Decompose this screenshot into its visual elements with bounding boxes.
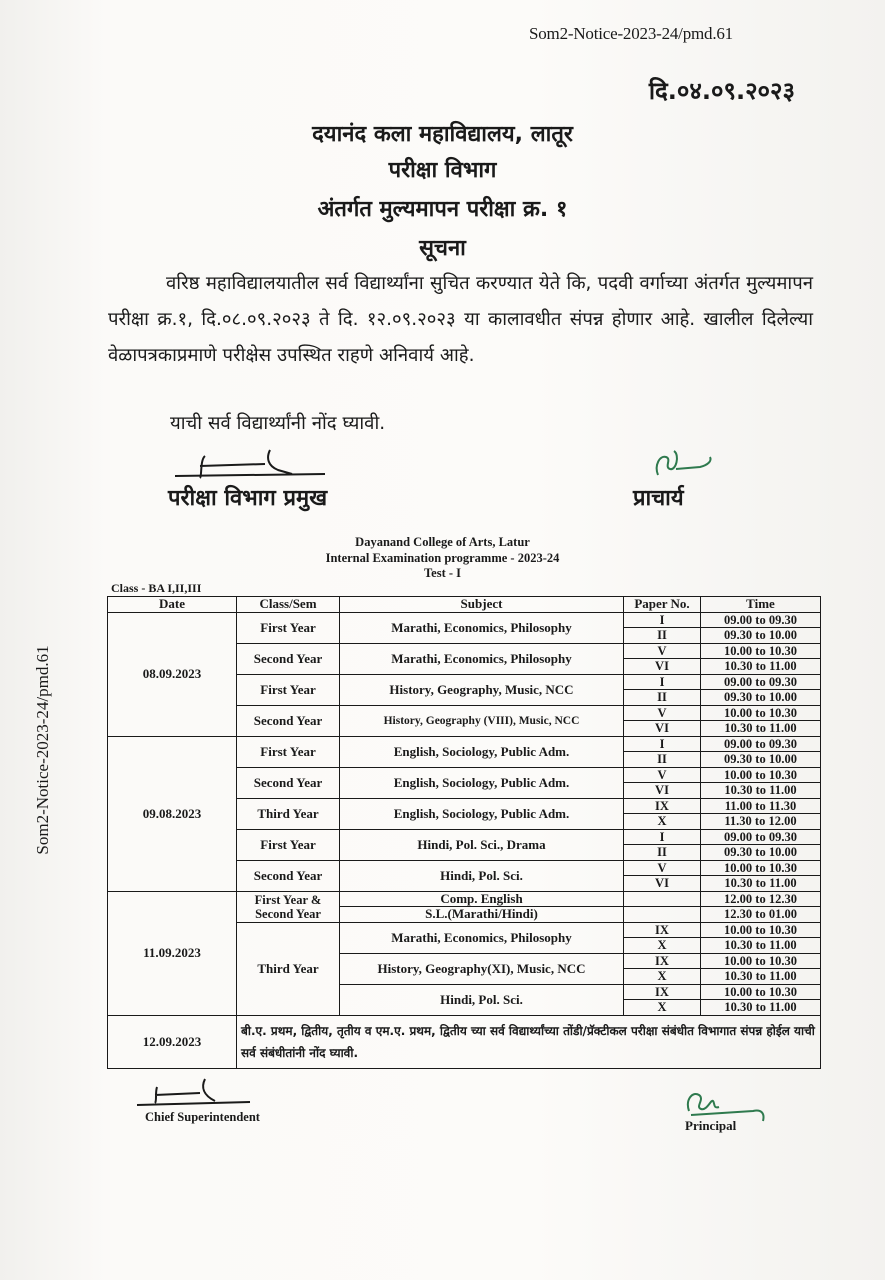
paper-cell: VI [624,721,701,737]
class-cell: First Year [237,612,340,643]
time-cell: 10.00 to 10.30 [701,767,821,783]
paper-cell: V [624,860,701,876]
class-cell: Second Year [237,705,340,736]
principal-label: Principal [685,1118,737,1133]
notice-title: सूचना [419,236,466,261]
chief-superintendent-signature [135,1075,255,1110]
class-cell: First Year [237,829,340,860]
paper-cell: IX [624,798,701,814]
exam-head-signature [170,448,330,483]
subject-cell: English, Sociology, Public Adm. [340,767,624,798]
time-cell: 10.30 to 11.00 [701,876,821,892]
principal-label-marathi: प्राचार्य [633,486,684,511]
paper-cell: V [624,705,701,721]
table-row [108,1015,821,1068]
time-cell: 11.00 to 11.30 [701,798,821,814]
class-cell: First Year [237,674,340,705]
exam-head-label: परीक्षा विभाग प्रमुख [168,486,328,511]
department-name: परीक्षा विभाग [388,158,497,183]
subject-cell: History, Geography(XI), Music, NCC [340,953,624,984]
paper-cell: X [624,938,701,954]
paper-cell: IX [624,922,701,938]
paper-cell [624,891,701,907]
paper-cell: IX [624,984,701,1000]
paper-cell: VI [624,783,701,799]
subject-cell: History, Geography (VIII), Music, NCC [340,705,624,736]
time-cell: 09.00 to 09.30 [701,674,821,690]
principal-signature-marathi [650,445,730,485]
paper-cell: II [624,628,701,644]
oral-practical-note: बी.ए. प्रथम, द्वितीय, तृतीय व एम.ए. प्रथम, द्वितीय च्या सर्व विद्यार्थ्यांच्या तोंडी/प्रॅक्टीकल परीक्षा संबंधीत विभागात संपन्न होईल याची सर्व संबंधीतांनी नोंद घ्यावी. [237,1015,821,1068]
header-subject: Subject [340,597,624,613]
notice-body: वरिष्ठ महाविद्यालयातील सर्व विद्यार्थ्यांना सुचित करण्यात येते कि, पदवी वर्गाच्या अंतर्गत मुल्यमापन परीक्षा क्र.१, दि.०८.०९.२०२३ ते दि. १२.०९.२०२३ या कालावधीत संपन्न होणार आहे. खालील दिलेल्या वेळापत्रकाप्रमाणे परीक्षेस उपस्थित राहणे अनिवार्य आहे. [108,273,813,366]
paper-cell: VI [624,876,701,892]
time-cell: 10.00 to 10.30 [701,953,821,969]
class-cell: First Year [237,736,340,767]
subject-cell: Marathi, Economics, Philosophy [340,612,624,643]
paper-cell: I [624,612,701,628]
time-cell: 12.30 to 01.00 [701,907,821,923]
header-class: Class/Sem [237,597,340,613]
paper-cell: I [624,829,701,845]
paper-cell: X [624,814,701,830]
time-cell: 09.00 to 09.30 [701,612,821,628]
time-cell: 10.30 to 11.00 [701,969,821,985]
paper-cell: VI [624,659,701,675]
time-cell: 09.30 to 10.00 [701,690,821,706]
date-cell: 12.09.2023 [108,1015,237,1068]
date-cell: 08.09.2023 [108,612,237,736]
header-date: Date [108,597,237,613]
time-cell: 10.00 to 10.30 [701,984,821,1000]
time-cell: 10.30 to 11.00 [701,659,821,675]
paper-cell: V [624,767,701,783]
subject-cell: English, Sociology, Public Adm. [340,736,624,767]
subject-cell: Hindi, Pol. Sci., Drama [340,829,624,860]
time-cell: 10.00 to 10.30 [701,705,821,721]
college-name: दयानंद कला महाविद्यालय, लातूर [312,122,573,147]
paper-cell [624,907,701,923]
time-cell: 09.30 to 10.00 [701,752,821,768]
paper-cell: X [624,969,701,985]
time-cell: 10.30 to 11.00 [701,783,821,799]
subject-cell: English, Sociology, Public Adm. [340,798,624,829]
class-cell: Third Year [237,922,340,1015]
paper-cell: IX [624,953,701,969]
time-cell: 10.30 to 11.00 [701,938,821,954]
time-cell: 10.00 to 10.30 [701,860,821,876]
paper-cell: II [624,752,701,768]
subject-cell: Marathi, Economics, Philosophy [340,922,624,953]
paper-cell: X [624,1000,701,1016]
paper-cell: II [624,690,701,706]
notice-date: दि.०४.०९.२०२३ [648,77,795,105]
paper-cell: II [624,845,701,861]
subject-cell: S.L.(Marathi/Hindi) [340,907,624,923]
time-cell: 10.00 to 10.30 [701,643,821,659]
class-cell: Second Year [237,643,340,674]
class-cell: Second Year [237,767,340,798]
subject-cell: History, Geography, Music, NCC [340,674,624,705]
notice-note: याची सर्व विद्यार्थ्यांनी नोंद घ्यावी. [170,413,386,434]
class-cell: First Year & Second Year [237,891,340,922]
table-row [108,891,821,907]
class-cell: Third Year [237,798,340,829]
paper-cell: I [624,736,701,752]
time-cell: 09.00 to 09.30 [701,736,821,752]
subject-cell: Comp. English [340,891,624,907]
exam-name: अंतर्गत मुल्यमापन परीक्षा क्र. १ [317,197,568,222]
table-row [108,612,821,628]
time-cell: 09.00 to 09.30 [701,829,821,845]
english-programme-title: Internal Examination programme - 2023-24 [325,551,560,565]
subject-cell: Marathi, Economics, Philosophy [340,643,624,674]
time-cell: 12.00 to 12.30 [701,891,821,907]
exam-schedule-table [107,596,821,1069]
header-paper: Paper No. [624,597,701,613]
table-row [108,736,821,752]
time-cell: 10.00 to 10.30 [701,922,821,938]
english-test-title: Test - I [423,566,462,580]
reference-number: Som2-Notice-2023-24/pmd.61 [529,24,733,43]
english-college-name: Dayanand College of Arts, Latur [355,535,530,549]
subject-cell: Hindi, Pol. Sci. [340,860,624,891]
paper-cell: V [624,643,701,659]
time-cell: 10.30 to 11.00 [701,1000,821,1016]
class-cell: Second Year [237,860,340,891]
time-cell: 10.30 to 11.00 [701,721,821,737]
class-label: Class - BA I,II,III [111,581,202,595]
paper-cell: I [624,674,701,690]
subject-cell: Hindi, Pol. Sci. [340,984,624,1015]
time-cell: 11.30 to 12.00 [701,814,821,830]
date-cell: 11.09.2023 [108,891,237,1015]
side-reference-number: Som2-Notice-2023-24/pmd.61 [33,645,52,855]
time-cell: 09.30 to 10.00 [701,628,821,644]
time-cell: 09.30 to 10.00 [701,845,821,861]
chief-superintendent-label: Chief Superintendent [145,1110,260,1124]
date-cell: 09.08.2023 [108,736,237,891]
table-header-row [108,597,821,613]
header-time: Time [701,597,821,613]
